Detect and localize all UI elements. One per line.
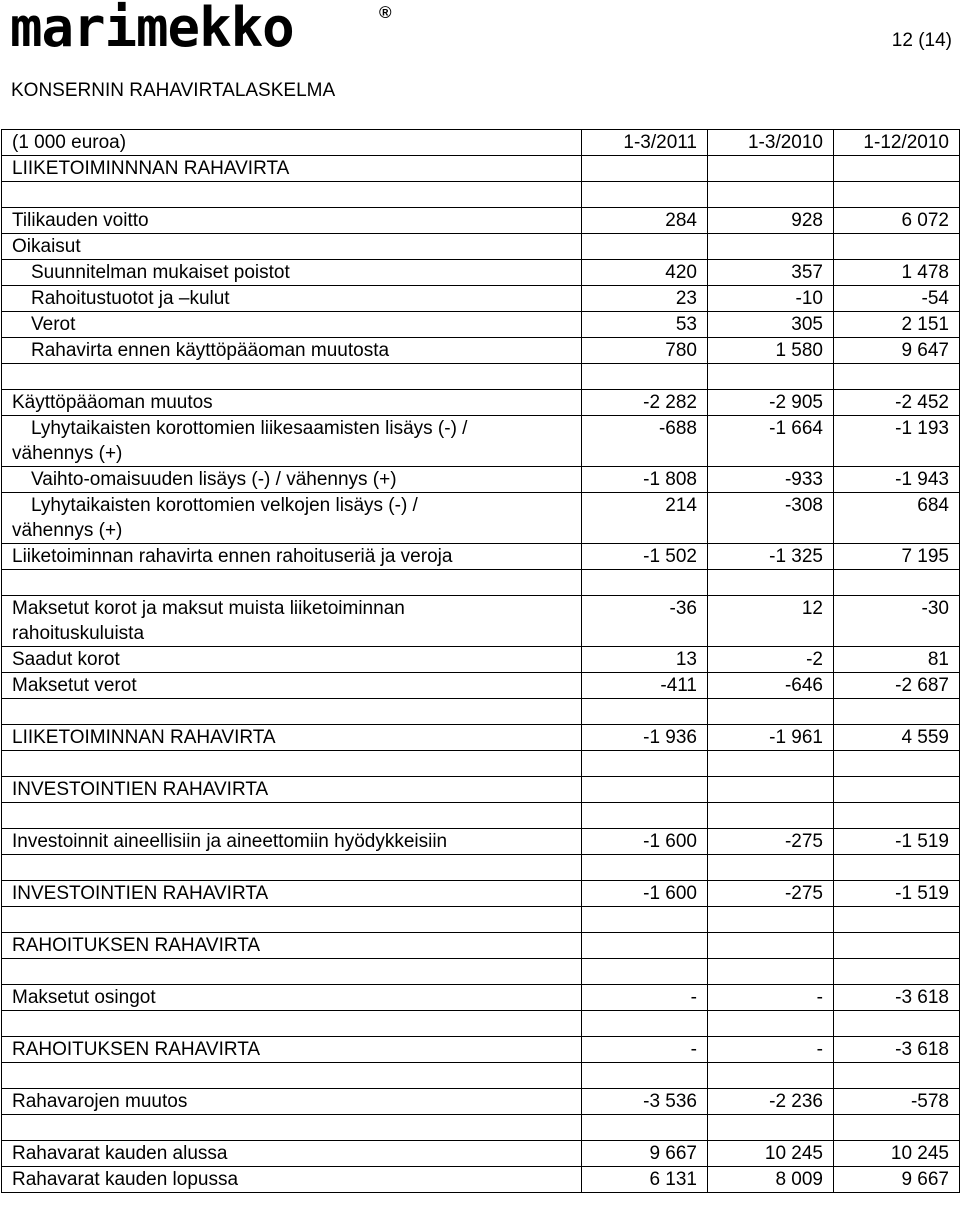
row-label: INVESTOINTIEN RAHAVIRTA — [2, 881, 582, 907]
table-row — [2, 493, 960, 544]
table-row — [2, 803, 960, 829]
table-row — [2, 959, 960, 985]
row-value — [834, 234, 960, 260]
row-value: 13 — [582, 647, 708, 673]
row-value: -275 — [708, 829, 834, 855]
row-label — [2, 907, 582, 933]
row-value: 6 072 — [834, 208, 960, 234]
page-title: KONSERNIN RAHAVIRTALASKELMA — [11, 80, 336, 101]
row-value — [708, 182, 834, 208]
table-row — [2, 1115, 960, 1141]
row-value — [582, 1011, 708, 1037]
row-label: Verot — [2, 312, 582, 338]
row-value: -2 905 — [708, 390, 834, 416]
row-value — [582, 156, 708, 182]
row-value: 7 195 — [834, 544, 960, 570]
row-value — [582, 777, 708, 803]
table-row — [2, 1063, 960, 1089]
table-row — [2, 699, 960, 725]
row-label — [2, 959, 582, 985]
row-value: 81 — [834, 647, 960, 673]
table-row — [2, 286, 960, 312]
row-value — [708, 699, 834, 725]
row-value: 10 245 — [834, 1141, 960, 1167]
table-row — [2, 156, 960, 182]
table-row — [2, 907, 960, 933]
row-value: -688 — [582, 416, 708, 467]
row-value: - — [708, 1037, 834, 1063]
table-row — [2, 855, 960, 881]
row-value: -3 536 — [582, 1089, 708, 1115]
table-row — [2, 673, 960, 699]
table-row — [2, 234, 960, 260]
row-label: Rahoitustuotot ja –kulut — [2, 286, 582, 312]
row-value: 305 — [708, 312, 834, 338]
row-value — [582, 933, 708, 959]
table-row — [2, 777, 960, 803]
row-value: -54 — [834, 286, 960, 312]
row-value: -1 664 — [708, 416, 834, 467]
row-value — [582, 1115, 708, 1141]
row-value — [582, 751, 708, 777]
table-row — [2, 1141, 960, 1167]
row-value: -1 600 — [582, 829, 708, 855]
row-label: Vaihto-omaisuuden lisäys (-) / vähennys (+) — [2, 467, 582, 493]
row-value — [834, 570, 960, 596]
row-value — [582, 1063, 708, 1089]
row-value — [708, 364, 834, 390]
row-value — [582, 959, 708, 985]
row-value: 4 559 — [834, 725, 960, 751]
row-value: 9 667 — [582, 1141, 708, 1167]
row-value — [834, 156, 960, 182]
row-value — [582, 570, 708, 596]
table-row — [2, 312, 960, 338]
table-row — [2, 570, 960, 596]
marimekko-logo: marimekko — [10, 0, 294, 59]
table-row — [2, 1037, 960, 1063]
row-value: -1 193 — [834, 416, 960, 467]
row-value: -275 — [708, 881, 834, 907]
row-value — [708, 751, 834, 777]
row-value: - — [582, 1037, 708, 1063]
row-value: -3 618 — [834, 1037, 960, 1063]
row-value: -2 452 — [834, 390, 960, 416]
row-value: - — [708, 985, 834, 1011]
row-value: -30 — [834, 596, 960, 647]
row-value — [708, 1115, 834, 1141]
row-value — [582, 907, 708, 933]
column-header-q1-2010: 1-3/2010 — [708, 130, 834, 156]
row-label-line: vähennys (+) — [12, 443, 123, 464]
table-row — [2, 1167, 960, 1193]
row-value: 10 245 — [708, 1141, 834, 1167]
table-row — [2, 751, 960, 777]
row-value: 684 — [834, 493, 960, 544]
row-label: Maksetut verot — [2, 673, 582, 699]
row-value: 23 — [582, 286, 708, 312]
row-label: Rahavarat kauden lopussa — [2, 1167, 582, 1193]
row-value — [834, 751, 960, 777]
row-label: Oikaisut — [2, 234, 582, 260]
row-label — [2, 493, 582, 544]
row-label — [2, 1011, 582, 1037]
row-value — [582, 699, 708, 725]
cash-flow-table — [1, 129, 960, 1193]
row-label: Maksetut osingot — [2, 985, 582, 1011]
row-value — [834, 1011, 960, 1037]
row-label-line: Lyhytaikaisten korottomien liikesaamisten lisäys (-) / — [31, 418, 468, 439]
row-value — [708, 234, 834, 260]
table-row — [2, 182, 960, 208]
row-value: -10 — [708, 286, 834, 312]
table-row — [2, 544, 960, 570]
row-value: -2 236 — [708, 1089, 834, 1115]
table-row — [2, 260, 960, 286]
row-value: -1 808 — [582, 467, 708, 493]
row-value: -1 519 — [834, 829, 960, 855]
column-header-fy-2010: 1-12/2010 — [834, 130, 960, 156]
row-value — [708, 855, 834, 881]
row-value — [834, 803, 960, 829]
row-value — [582, 803, 708, 829]
row-value: 420 — [582, 260, 708, 286]
table-row — [2, 985, 960, 1011]
table-row — [2, 1089, 960, 1115]
row-value: 284 — [582, 208, 708, 234]
row-value: 214 — [582, 493, 708, 544]
table-row — [2, 829, 960, 855]
row-value: 2 151 — [834, 312, 960, 338]
row-value: 1 580 — [708, 338, 834, 364]
row-value: -2 687 — [834, 673, 960, 699]
table-row — [2, 416, 960, 467]
row-label — [2, 855, 582, 881]
row-value: -1 519 — [834, 881, 960, 907]
row-value: -36 — [582, 596, 708, 647]
column-header-q1-2011: 1-3/2011 — [582, 130, 708, 156]
row-value — [708, 777, 834, 803]
table-row — [2, 647, 960, 673]
row-label — [2, 1063, 582, 1089]
row-value — [708, 156, 834, 182]
row-label-line: Lyhytaikaisten korottomien velkojen lisäys (-) / — [31, 495, 418, 516]
row-label — [2, 182, 582, 208]
table-row — [2, 881, 960, 907]
registered-mark: ® — [379, 3, 392, 22]
row-label — [2, 803, 582, 829]
row-label: RAHOITUKSEN RAHAVIRTA — [2, 1037, 582, 1063]
row-label: Rahavirta ennen käyttöpääoman muutosta — [2, 338, 582, 364]
row-label: Investoinnit aineellisiin ja aineettomiin hyödykkeisiin — [2, 829, 582, 855]
table-row — [2, 364, 960, 390]
table-row — [2, 596, 960, 647]
row-value: - — [582, 985, 708, 1011]
row-label: Suunnitelman mukaiset poistot — [2, 260, 582, 286]
row-value: -3 618 — [834, 985, 960, 1011]
row-value: -1 600 — [582, 881, 708, 907]
table-row — [2, 933, 960, 959]
row-value — [834, 1115, 960, 1141]
row-value — [708, 959, 834, 985]
row-value — [708, 1011, 834, 1037]
table-row — [2, 725, 960, 751]
row-value: 928 — [708, 208, 834, 234]
row-label: Tilikauden voitto — [2, 208, 582, 234]
row-label-line: rahoituskuluista — [12, 623, 145, 644]
row-value — [582, 182, 708, 208]
row-value: -1 325 — [708, 544, 834, 570]
column-header-unit: (1 000 euroa) — [2, 130, 582, 156]
row-value — [834, 907, 960, 933]
row-value — [708, 907, 834, 933]
row-value: -933 — [708, 467, 834, 493]
row-value: 357 — [708, 260, 834, 286]
row-value: 1 478 — [834, 260, 960, 286]
row-value: -578 — [834, 1089, 960, 1115]
row-label-line: vähennys (+) — [12, 520, 123, 541]
row-value: -1 936 — [582, 725, 708, 751]
row-value — [834, 1063, 960, 1089]
row-value: -646 — [708, 673, 834, 699]
row-value: 8 009 — [708, 1167, 834, 1193]
row-value — [834, 855, 960, 881]
row-value: 9 667 — [834, 1167, 960, 1193]
page-number: 12 (14) — [891, 30, 952, 51]
table-row — [2, 1011, 960, 1037]
row-value: -1 943 — [834, 467, 960, 493]
table-header-row — [2, 130, 960, 156]
row-value — [834, 933, 960, 959]
row-value: -1 961 — [708, 725, 834, 751]
table-row — [2, 338, 960, 364]
row-value: 9 647 — [834, 338, 960, 364]
row-label — [2, 596, 582, 647]
table-row — [2, 467, 960, 493]
row-label — [2, 699, 582, 725]
row-value — [708, 570, 834, 596]
row-value: 6 131 — [582, 1167, 708, 1193]
row-value — [582, 364, 708, 390]
row-value: -411 — [582, 673, 708, 699]
row-value: -2 — [708, 647, 834, 673]
row-value — [834, 777, 960, 803]
row-label-line: Maksetut korot ja maksut muista liiketoiminnan — [12, 598, 405, 619]
table-row — [2, 390, 960, 416]
row-value — [582, 855, 708, 881]
row-label: Käyttöpääoman muutos — [2, 390, 582, 416]
row-value: -2 282 — [582, 390, 708, 416]
row-label — [2, 751, 582, 777]
row-value: 12 — [708, 596, 834, 647]
row-value — [708, 1063, 834, 1089]
row-value — [834, 364, 960, 390]
row-label — [2, 416, 582, 467]
row-label: LIIKETOIMINNAN RAHAVIRTA — [2, 725, 582, 751]
row-value: 53 — [582, 312, 708, 338]
row-label: Rahavarat kauden alussa — [2, 1141, 582, 1167]
row-value — [834, 959, 960, 985]
table-row — [2, 208, 960, 234]
row-value — [582, 234, 708, 260]
row-label: RAHOITUKSEN RAHAVIRTA — [2, 933, 582, 959]
row-value — [834, 182, 960, 208]
row-label: LIIKETOIMINNNAN RAHAVIRTA — [2, 156, 582, 182]
row-value — [834, 699, 960, 725]
row-value: 780 — [582, 338, 708, 364]
row-value: -308 — [708, 493, 834, 544]
row-label — [2, 1115, 582, 1141]
row-label: Liiketoiminnan rahavirta ennen rahoituseriä ja veroja — [2, 544, 582, 570]
row-label — [2, 570, 582, 596]
row-value — [708, 803, 834, 829]
row-label: Rahavarojen muutos — [2, 1089, 582, 1115]
row-value — [708, 933, 834, 959]
row-label — [2, 364, 582, 390]
row-label: INVESTOINTIEN RAHAVIRTA — [2, 777, 582, 803]
row-value: -1 502 — [582, 544, 708, 570]
row-label: Saadut korot — [2, 647, 582, 673]
